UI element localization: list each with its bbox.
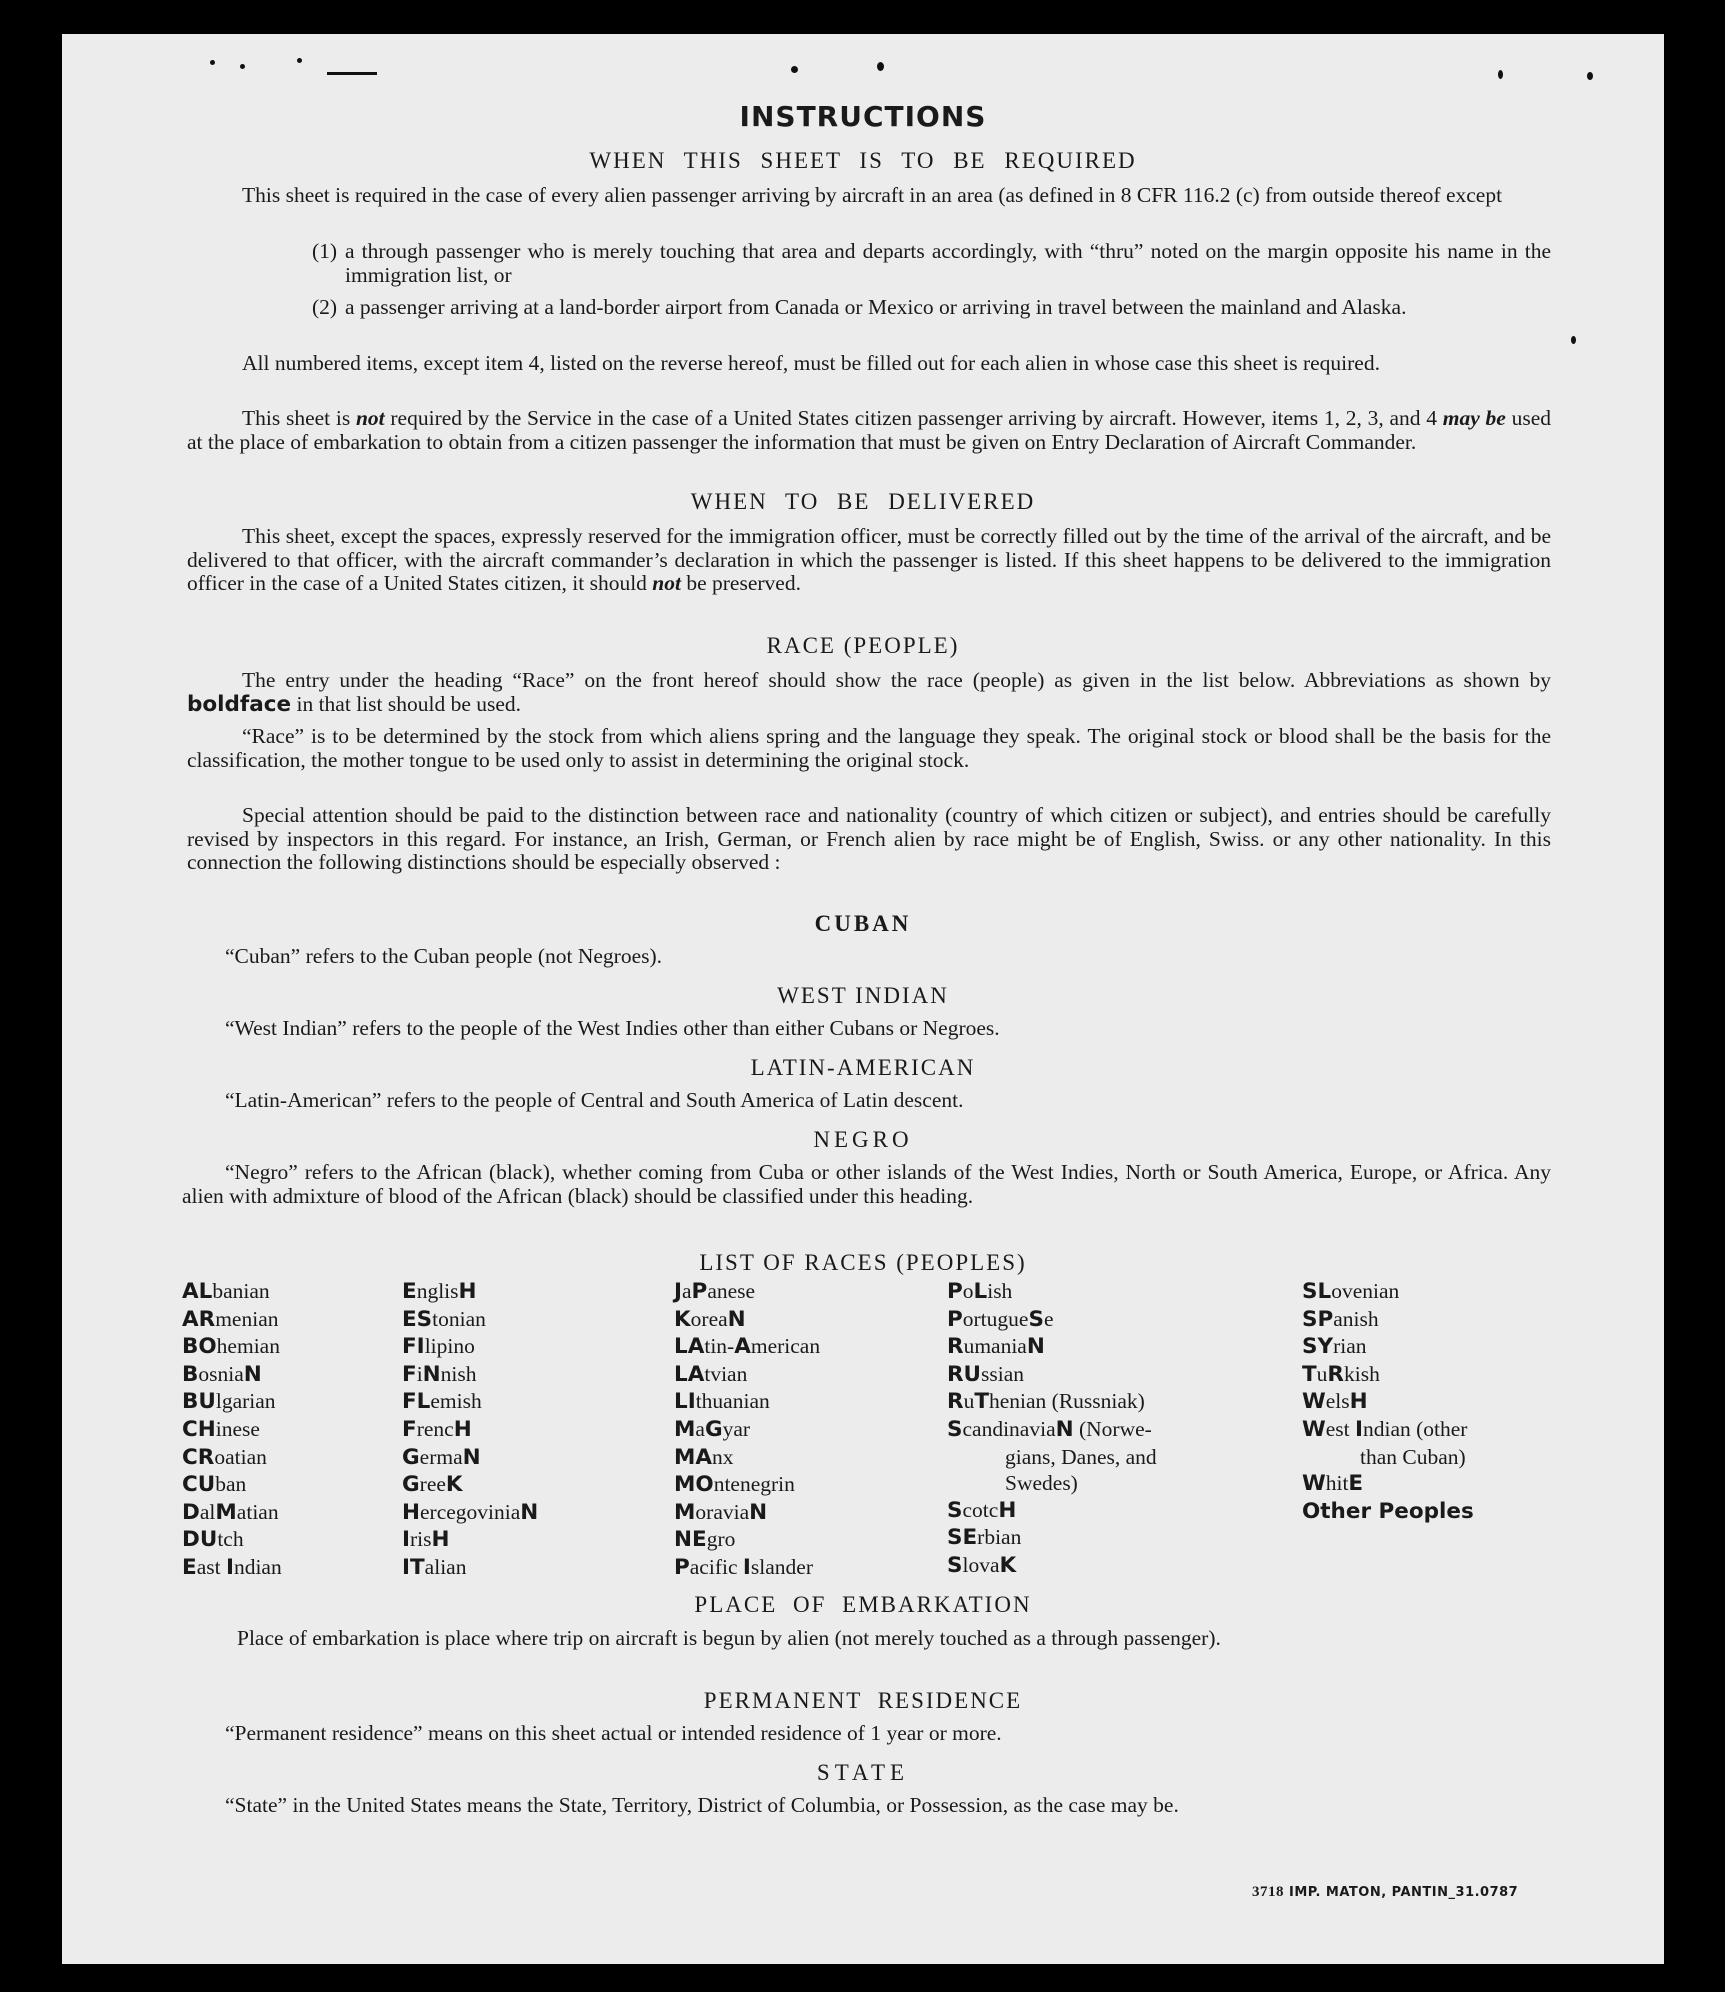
page-title: INSTRUCTIONS <box>739 100 987 133</box>
race-entry: FrencH <box>402 1416 472 1442</box>
race-entry: ALbanian <box>182 1279 270 1304</box>
speck <box>240 64 245 69</box>
speck <box>210 60 215 65</box>
race-entry: FLemish <box>402 1389 482 1415</box>
printer-imprint: 3718 IMP. MATON, PANTIN_31.0787 <box>1252 1884 1519 1900</box>
section-heading-embarkation: PLACE OF EMBARKATION <box>694 1592 1032 1617</box>
speck <box>1571 336 1576 344</box>
race-entry: LAtvian <box>674 1361 748 1387</box>
section-heading-state: STATE <box>816 1760 910 1785</box>
section-heading-latin-american: LATIN-AMERICAN <box>750 1055 976 1080</box>
race-paragraph-3: Special attention should be paid to the distinction between race and nationality (country of which citizen or subject), and entries should be carefully revised by inspectors in this regard. For instance, an Irish, German, or French alien by race might be of English, Swiss. or any other nationality. In this connection the following distinctions should be especially observed : <box>187 803 1551 874</box>
race-entry: than Cuban) <box>1360 1444 1466 1469</box>
race-entry: GermaN <box>402 1444 481 1470</box>
race-entry: CHinese <box>182 1416 260 1442</box>
race-entry: East Indian <box>182 1554 282 1580</box>
race-entry: PortugueSe <box>947 1306 1054 1332</box>
race-entry: gians, Danes, and <box>1005 1444 1157 1469</box>
section-heading-cuban: CUBAN <box>814 911 912 936</box>
not-required-paragraph: This sheet is not required by the Service in the case of a United States citizen passenger arriving by aircraft. However, items 1, 2, 3, and 4 may be used at the place of embarkation to obtain from a citizen passenger the information that must be given on Entry Declaration of Aircraft Commander. <box>187 406 1551 454</box>
race-entry: SPanish <box>1302 1306 1379 1332</box>
west-indian-paragraph: “West Indian” refers to the people of the West Indies other than either Cubans or Negroes. <box>225 1016 1000 1040</box>
race-entry: IrisH <box>402 1527 450 1553</box>
race-entry: BUlgarian <box>182 1389 276 1415</box>
race-entry: FiNnish <box>402 1361 477 1387</box>
document-page <box>62 34 1664 1964</box>
race-entry: MAnx <box>674 1444 734 1470</box>
section-heading-west-indian: WEST INDIAN <box>777 983 949 1008</box>
race-entry: WelsH <box>1302 1389 1368 1415</box>
cuban-paragraph: “Cuban” refers to the Cuban people (not Negroes). <box>225 944 663 968</box>
race-entry: SYrian <box>1302 1334 1367 1360</box>
embarkation-paragraph: Place of embarkation is place where trip on aircraft is begun by alien (not merely touched as a through passenger). <box>237 1626 1221 1650</box>
race-entry: MOntenegrin <box>674 1472 795 1498</box>
race-paragraph-2: “Race” is to be determined by the stock from which aliens spring and the language they speak. The original stock or blood shall be the basis for the classification, the mother tongue to be used only to assist in determining the original stock. <box>187 724 1551 772</box>
exception-item-2: (2) a passenger arriving at a land-border airport from Canada or Mexico or arriving in travel between the mainland and Alaska. <box>312 295 1407 319</box>
race-paragraph-1: The entry under the heading “Race” on the front hereof should show the race (people) as given in the list below. Abbreviations as shown by boldface in that list should be used. <box>187 668 1551 717</box>
race-entry: CUban <box>182 1472 247 1498</box>
race-entry: LAtin-American <box>674 1334 821 1360</box>
race-entry: West Indian (other <box>1302 1416 1468 1442</box>
when-delivered-paragraph: This sheet, except the spaces, expressly reserved for the immigration officer, must be correctly filled out by the time of the arrival of the aircraft, and be delivered to that officer, with the aircraft commander’s declaration in which the passenger is listed. If this sheet happens to be delivered to the immigration officer in the case of a United States citizen, it should not be preserved. <box>187 524 1551 595</box>
races-column-5 <box>1302 1278 1557 1525</box>
race-entry: HercegoviniaN <box>402 1499 539 1525</box>
race-entry: Swedes) <box>1005 1471 1078 1496</box>
race-entry: ScotcH <box>947 1497 1017 1523</box>
section-heading-when-required: WHEN THIS SHEET IS TO BE REQUIRED <box>589 148 1137 173</box>
section-heading-when-delivered: WHEN TO BE DELIVERED <box>690 489 1036 514</box>
latin-american-paragraph: “Latin-American” refers to the people of Central and South America of Latin descent. <box>225 1088 964 1112</box>
residence-paragraph: “Permanent residence” means on this sheet actual or intended residence of 1 year or more. <box>225 1721 1002 1745</box>
race-entry: KoreaN <box>674 1306 746 1332</box>
race-entry: DUtch <box>182 1527 244 1553</box>
speck <box>1587 72 1593 80</box>
race-entry: LIthuanian <box>674 1389 770 1415</box>
speck <box>877 62 884 71</box>
list-of-races-heading: LIST OF RACES (PEOPLES) <box>699 1250 1027 1275</box>
race-entry: RuThenian (Russniak) <box>947 1389 1145 1415</box>
race-entry: EStonian <box>402 1306 486 1332</box>
race-entry: CRoatian <box>182 1444 267 1470</box>
race-entry: DalMatian <box>182 1499 279 1525</box>
race-entry: WhitE <box>1302 1471 1364 1497</box>
race-entry: RUssian <box>947 1361 1025 1387</box>
speck <box>297 58 302 63</box>
race-entry: TuRkish <box>1302 1361 1380 1387</box>
race-entry: BosniaN <box>182 1361 262 1387</box>
when-required-intro: This sheet is required in the case of every alien passenger arriving by aircraft in an area (as defined in 8 CFR 116.2 (c) from outside thereof except <box>242 183 1503 207</box>
race-entry: BOhemian <box>182 1334 280 1360</box>
race-entry: FIlipino <box>402 1334 475 1360</box>
race-entry: JaPanese <box>674 1279 756 1304</box>
negro-paragraph: “Negro” refers to the African (black), whether coming from Cuba or other islands of the West Indies, North or South America, Europe, or Africa. Any alien with admixture of blood of the African (black) should be classified under this heading. <box>182 1160 1551 1208</box>
speck-dash <box>327 72 377 75</box>
race-entry: GreeK <box>402 1472 463 1498</box>
races-column-4 <box>947 1278 1237 1580</box>
races-column-1 <box>182 1278 282 1582</box>
section-heading-negro: NEGRO <box>813 1127 913 1152</box>
races-column-2 <box>402 1278 538 1582</box>
race-entry: SlovaK <box>947 1552 1017 1578</box>
race-entry: ScandinaviaN (Norwe- <box>947 1416 1152 1442</box>
speck <box>1498 70 1503 79</box>
state-paragraph: “State” in the United States means the State, Territory, District of Columbia, or Possession, as the case may be. <box>225 1793 1179 1817</box>
race-entry: EnglisH <box>402 1279 477 1304</box>
race-entry: NEgro <box>674 1527 736 1553</box>
races-column-3 <box>674 1278 820 1582</box>
race-entry: MoraviaN <box>674 1499 768 1525</box>
exception-item-1: (1) a through passenger who is merely touching that area and departs accordingly, with “thru” noted on the margin opposite his name in the immigration list, or <box>312 239 1551 287</box>
race-entry: PoLish <box>947 1279 1013 1304</box>
race-entry: Pacific Islander <box>674 1554 813 1580</box>
race-entry: Other Peoples <box>1302 1498 1474 1524</box>
speck <box>791 66 798 73</box>
race-entry: RumaniaN <box>947 1334 1045 1360</box>
race-entry: SLovenian <box>1302 1279 1400 1304</box>
race-entry: ARmenian <box>182 1306 279 1332</box>
section-heading-race: RACE (PEOPLE) <box>766 633 960 658</box>
numbered-items-paragraph: All numbered items, except item 4, listed on the reverse hereof, must be filled out for each alien in whose case this sheet is required. <box>242 351 1380 375</box>
race-entry: SErbian <box>947 1525 1022 1551</box>
race-entry: MaGyar <box>674 1416 751 1442</box>
race-entry: ITalian <box>402 1554 467 1580</box>
section-heading-residence: PERMANENT RESIDENCE <box>703 1688 1023 1713</box>
